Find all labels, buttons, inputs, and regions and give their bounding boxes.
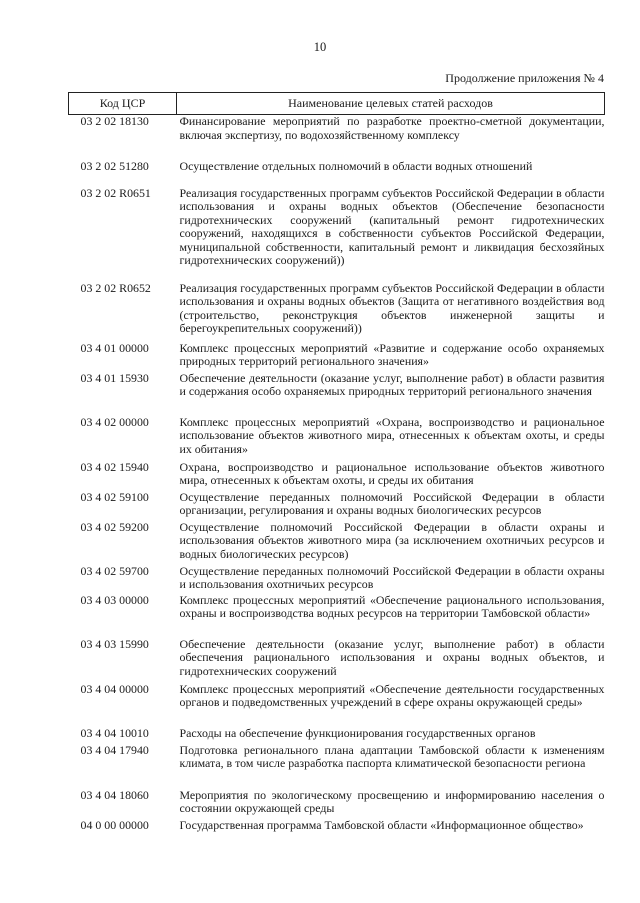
row-code: 03 2 02 R0651 (80, 185, 151, 200)
table-row (69, 115, 605, 160)
row-code: 03 4 03 00000 (80, 592, 149, 607)
table-row (69, 744, 605, 789)
row-name: Подготовка регионального плана адаптации Тамбовской области к изменениям климата, в том числе разработка паспорта климатической безопасности региона (179, 742, 605, 771)
row-code: 03 4 02 00000 (80, 414, 149, 429)
table-header-row (69, 93, 605, 115)
header-code: Код ЦСР (69, 93, 177, 115)
row-code: 03 4 04 00000 (80, 681, 149, 696)
table-row (69, 491, 605, 521)
target-articles-table (68, 92, 605, 849)
table-row (69, 565, 605, 594)
header-name: Наименование целевых статей расходов (177, 93, 605, 115)
row-name: Обеспечение деятельности (оказание услуг, выполнение работ) в области обеспечения рационального использования и охраны водных объектов, и гидротехнических сооружений (179, 636, 605, 678)
appendix-continuation-note: Продолжение приложения № 4 (445, 71, 604, 85)
row-code: 03 4 03 15990 (80, 636, 149, 651)
row-name: Обеспечение деятельности (оказание услуг, выполнение работ) в области развития и содержания особо охраняемых природных территорий регионального значения (179, 370, 605, 399)
row-name: Комплекс процессных мероприятий «Обеспечение рационального использования, охраны и воспроизводства водных ресурсов на территории Тамбовской области» (179, 592, 605, 621)
row-name: Осуществление переданных полномочий Российской Федерации в области организации, регулирования и охраны водных биологических ресурсов (179, 489, 605, 518)
table-row (69, 187, 605, 282)
row-code: 03 4 01 00000 (80, 340, 149, 355)
row-code: 04 0 00 00000 (80, 817, 149, 832)
row-name: Комплекс процессных мероприятий «Развитие и содержание особо охраняемых природных территорий регионального значения» (179, 340, 605, 369)
table-row (69, 594, 605, 638)
row-code: 03 2 02 R0652 (80, 280, 151, 295)
row-code: 03 4 01 15930 (80, 370, 149, 385)
row-name: Финансирование мероприятий по разработке проектно-сметной документации, включая экспертизу, по водохозяйственному комплексу (179, 114, 605, 142)
table-row (69, 416, 605, 461)
table-row (69, 372, 605, 416)
row-name: Осуществление отдельных полномочий в области водных отношений (179, 158, 533, 173)
row-name: Осуществление переданных полномочий Российской Федерации в области охраны и использования охотничьих ресурсов (179, 563, 605, 592)
row-name: Осуществление полномочий Российской Федерации в области охраны и использования объектов животного мира (за исключением охотничьих ресурсов и водных биологических ресурсов) (179, 519, 605, 561)
row-name: Реализация государственных программ субъектов Российской Федерации в области использования и охраны водных объектов (Обеспечение безопасности гидротехнических сооружений (капитальный ремонт гидротехнических сооружений, находящихся в собственности субъектов Российской Федерации, муниципальной собственности, капитальный ремонт и ликвидация бесхозяйных гидротехнических сооружений)) (179, 185, 605, 268)
table-row (69, 789, 605, 819)
table-row (69, 819, 605, 849)
table-body (69, 115, 605, 849)
page-number: 10 (313, 40, 327, 54)
table-row (69, 282, 605, 342)
row-code: 03 4 04 17940 (80, 742, 149, 757)
table-row (69, 683, 605, 727)
row-code: 03 2 02 51280 (80, 158, 149, 173)
row-name: Охрана, воспроизводство и рациональное использование объектов животного мира, отнесенных к объектам охоты, и среды их обитания (179, 459, 605, 488)
row-name: Реализация государственных программ субъектов Российской Федерации в области использования и охраны водных объектов (Защита от негативного воздействия вод (строительство, реконструкция объектов инженерной защиты и берегоукрепительных сооружений)) (179, 280, 605, 336)
row-code: 03 4 04 18060 (80, 787, 149, 802)
table-row (69, 461, 605, 491)
table-row (69, 727, 605, 744)
row-code: 03 2 02 18130 (80, 114, 149, 128)
table-row (69, 342, 605, 372)
table-row (69, 638, 605, 683)
table-row (69, 160, 605, 187)
row-name: Расходы на обеспечение функционирования государственных органов (179, 725, 536, 740)
row-code: 03 4 02 15940 (80, 459, 149, 474)
row-code: 03 4 02 59700 (80, 563, 149, 578)
row-code: 03 4 04 10010 (80, 725, 149, 740)
row-name: Комплекс процессных мероприятий «Обеспечение деятельности государственных органов и подведомственных учреждений в сфере охраны окружающей среды» (179, 681, 605, 710)
table-row (69, 521, 605, 565)
row-name: Государственная программа Тамбовской области «Информационное общество» (179, 817, 584, 832)
row-name: Комплекс процессных мероприятий «Охрана, воспроизводство и рациональное использование объектов животного мира, отнесенных к объектам охоты, и среды их обитания» (179, 414, 605, 456)
row-name: Мероприятия по экологическому просвещению и информированию населения о состоянии окружающей среды (179, 787, 605, 816)
row-code: 03 4 02 59200 (80, 519, 149, 534)
row-code: 03 4 02 59100 (80, 489, 149, 504)
